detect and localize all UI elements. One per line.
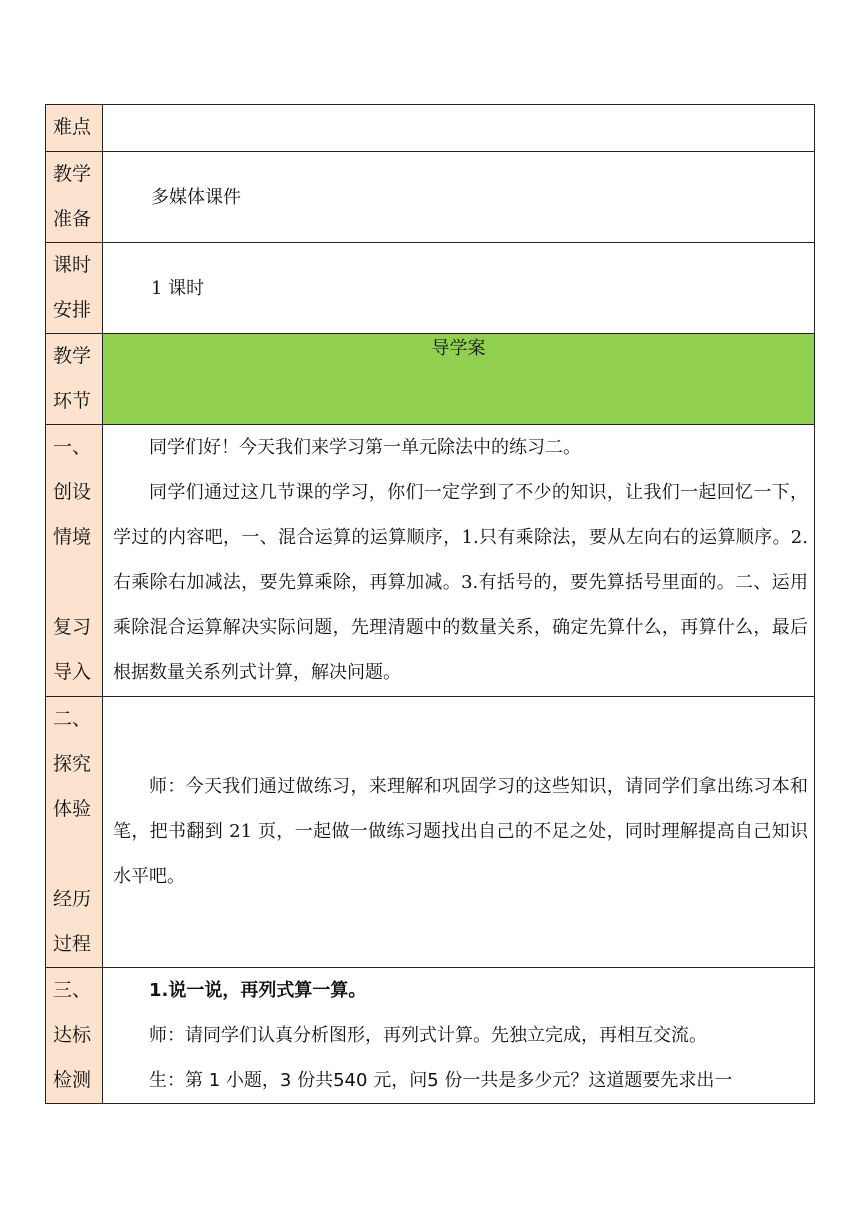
section2-label-cell [46,697,103,968]
section1-content-cell [103,425,815,697]
hours-row [46,243,815,334]
hours-label-cell [46,243,103,334]
difficulty-content-cell [103,105,815,152]
section2-text [103,697,814,899]
p2-mid-3: 元，问 [373,1070,428,1091]
stage-label-cell [46,334,103,425]
stage-row [46,334,815,425]
p2-number-2: 3 [279,1070,292,1091]
section2-paragraph-1: 师：今天我们通过做练习，来理解和巩固学习的这些知识，请同学们拿出练习本和笔，把书翻到 21 页，一起做一做练习题找出自己的不足之处，同时理解提高自己知识水平吧。 [113,776,808,887]
difficulty-label-cell [46,105,103,152]
p2-mid-1: 小题， [225,1070,280,1091]
section1-paragraph-1: 同学们好！今天我们来学习第一单元除法中的练习二。 [149,437,581,458]
section1-paragraph-2: 同学们通过这几节课的学习，你们一定学到了不少的知识，让我们一起回忆一下，学过的内容吧，一、混合运算的运算顺序，1.只有乘除法，要从左向右的运算顺序。2.右乘除右加减法，要先算乘除，再算加减。3.有括号的，要先算括号里面的。二、运用乘除混合运算解决实际问题，先理清题中的数量关系，确定先算什么，再算什么，最后根据数量关系列式计算，解决问题。 [113,482,808,683]
section1-label-cell [46,425,103,697]
section2-content-cell [103,697,815,968]
hours-content: 1 课时 [151,278,205,299]
section1-row [46,425,815,697]
p2-number-4: 5 [427,1070,439,1091]
p2-mid-2: 份共 [297,1070,334,1091]
hours-content-cell [103,243,815,334]
prep-content-cell [103,152,815,243]
section2-label: 二、 探究 体验 经历 过程 [53,708,92,955]
section3-paragraph-2 [113,1058,808,1103]
difficulty-row [46,105,815,152]
section3-heading: 1.说一说，再列式算一算。 [149,980,367,1001]
hours-label: 课时 安排 [53,254,92,321]
p2-prefix: 生：第 [149,1070,203,1091]
p2-number-1: 1 [208,1070,221,1091]
stage-header-cell [103,334,815,425]
difficulty-label: 难点 [53,116,92,138]
p2-tail: 份一共是多少元？这道题要先求出一 [444,1070,733,1091]
section3-content-cell [103,968,815,1104]
stage-label: 教学 环节 [53,345,92,412]
section1-label: 一、 创设 情境 复习 导入 [53,436,92,683]
section3-label: 三、 达标 检测 [53,979,92,1091]
prep-label: 教学 准备 [53,163,92,230]
section3-label-cell [46,968,103,1104]
section1-text [103,425,814,695]
section3-text [103,968,814,1103]
section3-row [46,968,815,1104]
stage-header: 导学案 [431,338,486,359]
prep-content: 多媒体课件 [151,187,241,208]
p2-number-3: 540 [333,1070,368,1091]
prep-label-cell [46,152,103,243]
section3-paragraph-1: 师：请同学们认真分析图形，再列式计算。先独立完成，再相互交流。 [149,1025,707,1046]
lesson-plan-table [45,104,815,1104]
prep-row [46,152,815,243]
section2-row [46,697,815,968]
